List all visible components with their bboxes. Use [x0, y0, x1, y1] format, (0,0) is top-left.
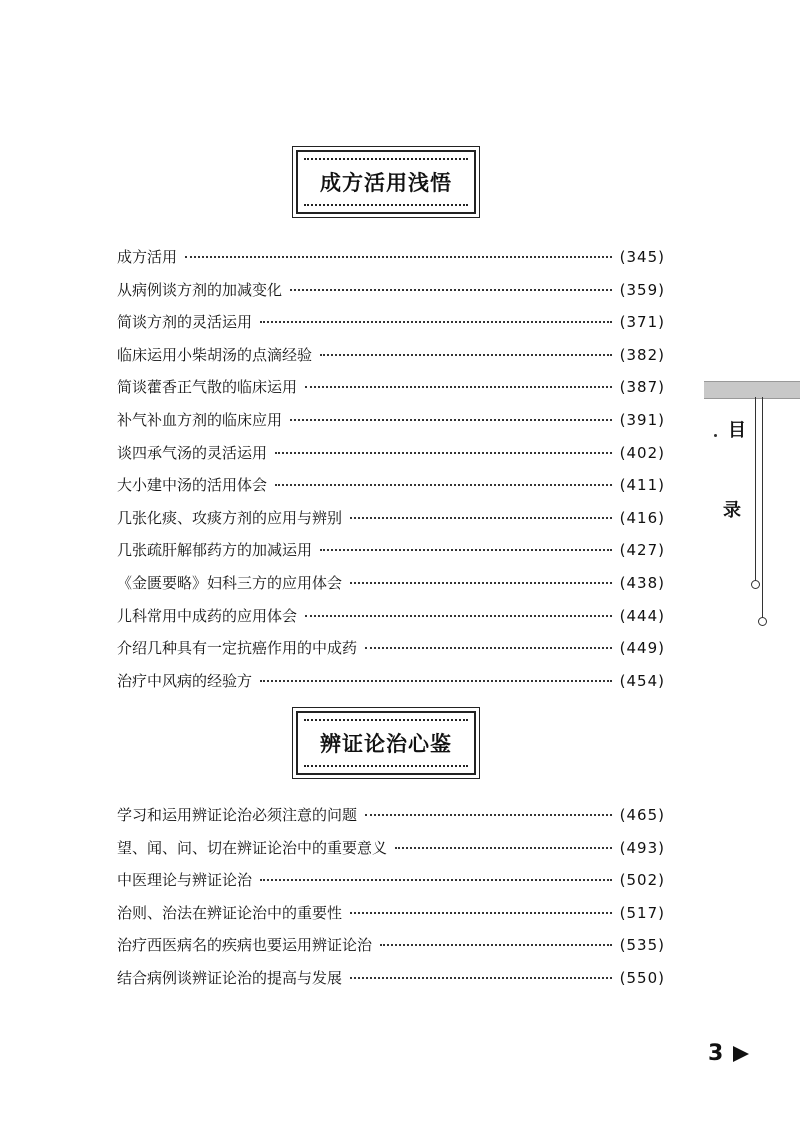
dot-leader — [380, 944, 612, 946]
toc-entry-page: (517) — [619, 903, 665, 922]
dot-leader — [320, 354, 612, 356]
dot-leader — [275, 484, 612, 486]
toc-entry-title: 介绍几种具有一定抗癌作用的中成药 — [117, 639, 358, 658]
toc-entry-title: 大小建中汤的活用体会 — [117, 476, 268, 495]
toc-entry-title: 几张疏肝解郁药方的加减运用 — [117, 541, 313, 560]
dot-leader — [365, 647, 612, 649]
toc-entry[interactable] — [117, 572, 665, 605]
dot-leader — [350, 582, 612, 584]
toc-entry-page: (402) — [619, 443, 665, 462]
page-number-text: 3 — [708, 1041, 724, 1066]
dot-leader — [260, 680, 612, 682]
toc-entry[interactable] — [117, 837, 665, 870]
toc-entry-page: (438) — [619, 573, 665, 592]
dot-leader — [290, 419, 612, 421]
toc-entry-title: 从病例谈方剂的加减变化 — [117, 280, 283, 299]
toc-entry-title: 治则、治法在辨证论治中的重要性 — [117, 903, 343, 922]
toc-entry-page: (493) — [619, 838, 665, 857]
toc-entry-title: 学习和运用辨证论治必须注意的问题 — [117, 806, 358, 824]
section-heading — [296, 150, 476, 214]
toc-entry-page: (359) — [619, 280, 665, 299]
triangle-right-icon — [733, 1046, 749, 1062]
toc-entry[interactable] — [117, 376, 665, 409]
toc-entry[interactable] — [117, 869, 665, 902]
toc-entry[interactable] — [117, 311, 665, 344]
side-label-char: 目 — [728, 420, 746, 441]
toc-entry[interactable] — [117, 279, 665, 312]
toc-entry-title: 谈四承气汤的灵活运用 — [117, 443, 268, 462]
toc-entry-page: (411) — [619, 476, 665, 495]
toc-entry-title: 治疗西医病名的疾病也要运用辨证论治 — [117, 936, 373, 955]
toc-entry-title: 儿科常用中成药的应用体会 — [117, 606, 298, 625]
dot-leader — [350, 517, 612, 519]
toc-entry-page: (535) — [619, 936, 665, 955]
toc-entry[interactable] — [117, 442, 665, 475]
toc-entry-title: 结合病例谈辨证论治的提高与发展 — [117, 968, 343, 987]
toc-entry-title: 简谈藿香正气散的临床运用 — [117, 378, 298, 397]
toc-entry-page: (465) — [619, 806, 665, 824]
toc-entry[interactable] — [117, 934, 665, 967]
toc-entry-title: 中医理论与辨证论治 — [117, 871, 253, 890]
toc-entry-page: (416) — [619, 508, 665, 527]
toc-entry-title: 治疗中风病的经验方 — [117, 671, 253, 690]
dot-leader — [275, 452, 612, 454]
toc-entry-page: (387) — [619, 378, 665, 397]
toc-entry[interactable] — [117, 605, 665, 638]
dot-leader — [350, 977, 612, 979]
toc-entry-title: 简谈方剂的灵活运用 — [117, 313, 253, 332]
toc-entry-page: (371) — [619, 313, 665, 332]
ring-icon — [751, 580, 760, 589]
dot-leader — [185, 256, 612, 258]
toc-entry[interactable] — [117, 967, 665, 1000]
dot-leader — [365, 814, 612, 816]
toc-entry[interactable] — [117, 804, 665, 837]
dot-leader — [260, 879, 612, 881]
section-heading-text: 成方活用浅悟 — [320, 171, 452, 195]
side-tab-bar — [704, 381, 800, 399]
toc-entry-page: (502) — [619, 871, 665, 890]
toc-entry[interactable] — [117, 409, 665, 442]
toc-entry-page: (382) — [619, 345, 665, 364]
toc-entry[interactable] — [117, 670, 665, 703]
toc-list — [117, 246, 665, 702]
dot-icon — [714, 434, 717, 437]
toc-entry-page: (444) — [619, 606, 665, 625]
dot-leader — [320, 549, 612, 551]
dot-leader — [395, 847, 612, 849]
section-heading-text: 辨证论治心鉴 — [320, 732, 452, 756]
page-number — [708, 1041, 749, 1066]
toc-list — [117, 804, 665, 1000]
toc-entry-page: (454) — [619, 671, 665, 690]
toc-entry-title: 临床运用小柴胡汤的点滴经验 — [117, 345, 313, 364]
side-ribbon-line — [762, 397, 763, 619]
ring-icon — [758, 617, 767, 626]
toc-entry[interactable] — [117, 902, 665, 935]
toc-entry-page: (345) — [619, 248, 665, 266]
toc-entry[interactable] — [117, 637, 665, 670]
dot-leader — [305, 386, 612, 388]
side-ribbon-line — [755, 397, 756, 582]
toc-entry-page: (427) — [619, 541, 665, 560]
toc-entry[interactable] — [117, 246, 665, 279]
dot-leader — [260, 321, 612, 323]
toc-entry-title: 补气补血方剂的临床应用 — [117, 410, 283, 429]
toc-entry-page: (449) — [619, 639, 665, 658]
toc-entry-title: 成方活用 — [117, 248, 178, 266]
toc-entry[interactable] — [117, 507, 665, 540]
toc-entry-page: (550) — [619, 968, 665, 987]
dot-leader — [290, 289, 612, 291]
toc-entry-title: 望、闻、问、切在辨证论治中的重要意义 — [117, 838, 388, 857]
toc-entry-title: 几张化痰、攻痰方剂的应用与辨别 — [117, 508, 343, 527]
toc-entry-title: 《金匮要略》妇科三方的应用体会 — [117, 573, 343, 592]
toc-entry[interactable] — [117, 474, 665, 507]
toc-entry[interactable] — [117, 344, 665, 377]
section-heading — [296, 711, 476, 775]
dot-leader — [350, 912, 612, 914]
toc-entry-page: (391) — [619, 410, 665, 429]
toc-entry[interactable] — [117, 539, 665, 572]
dot-leader — [305, 615, 612, 617]
side-label-char: 录 — [723, 500, 741, 521]
